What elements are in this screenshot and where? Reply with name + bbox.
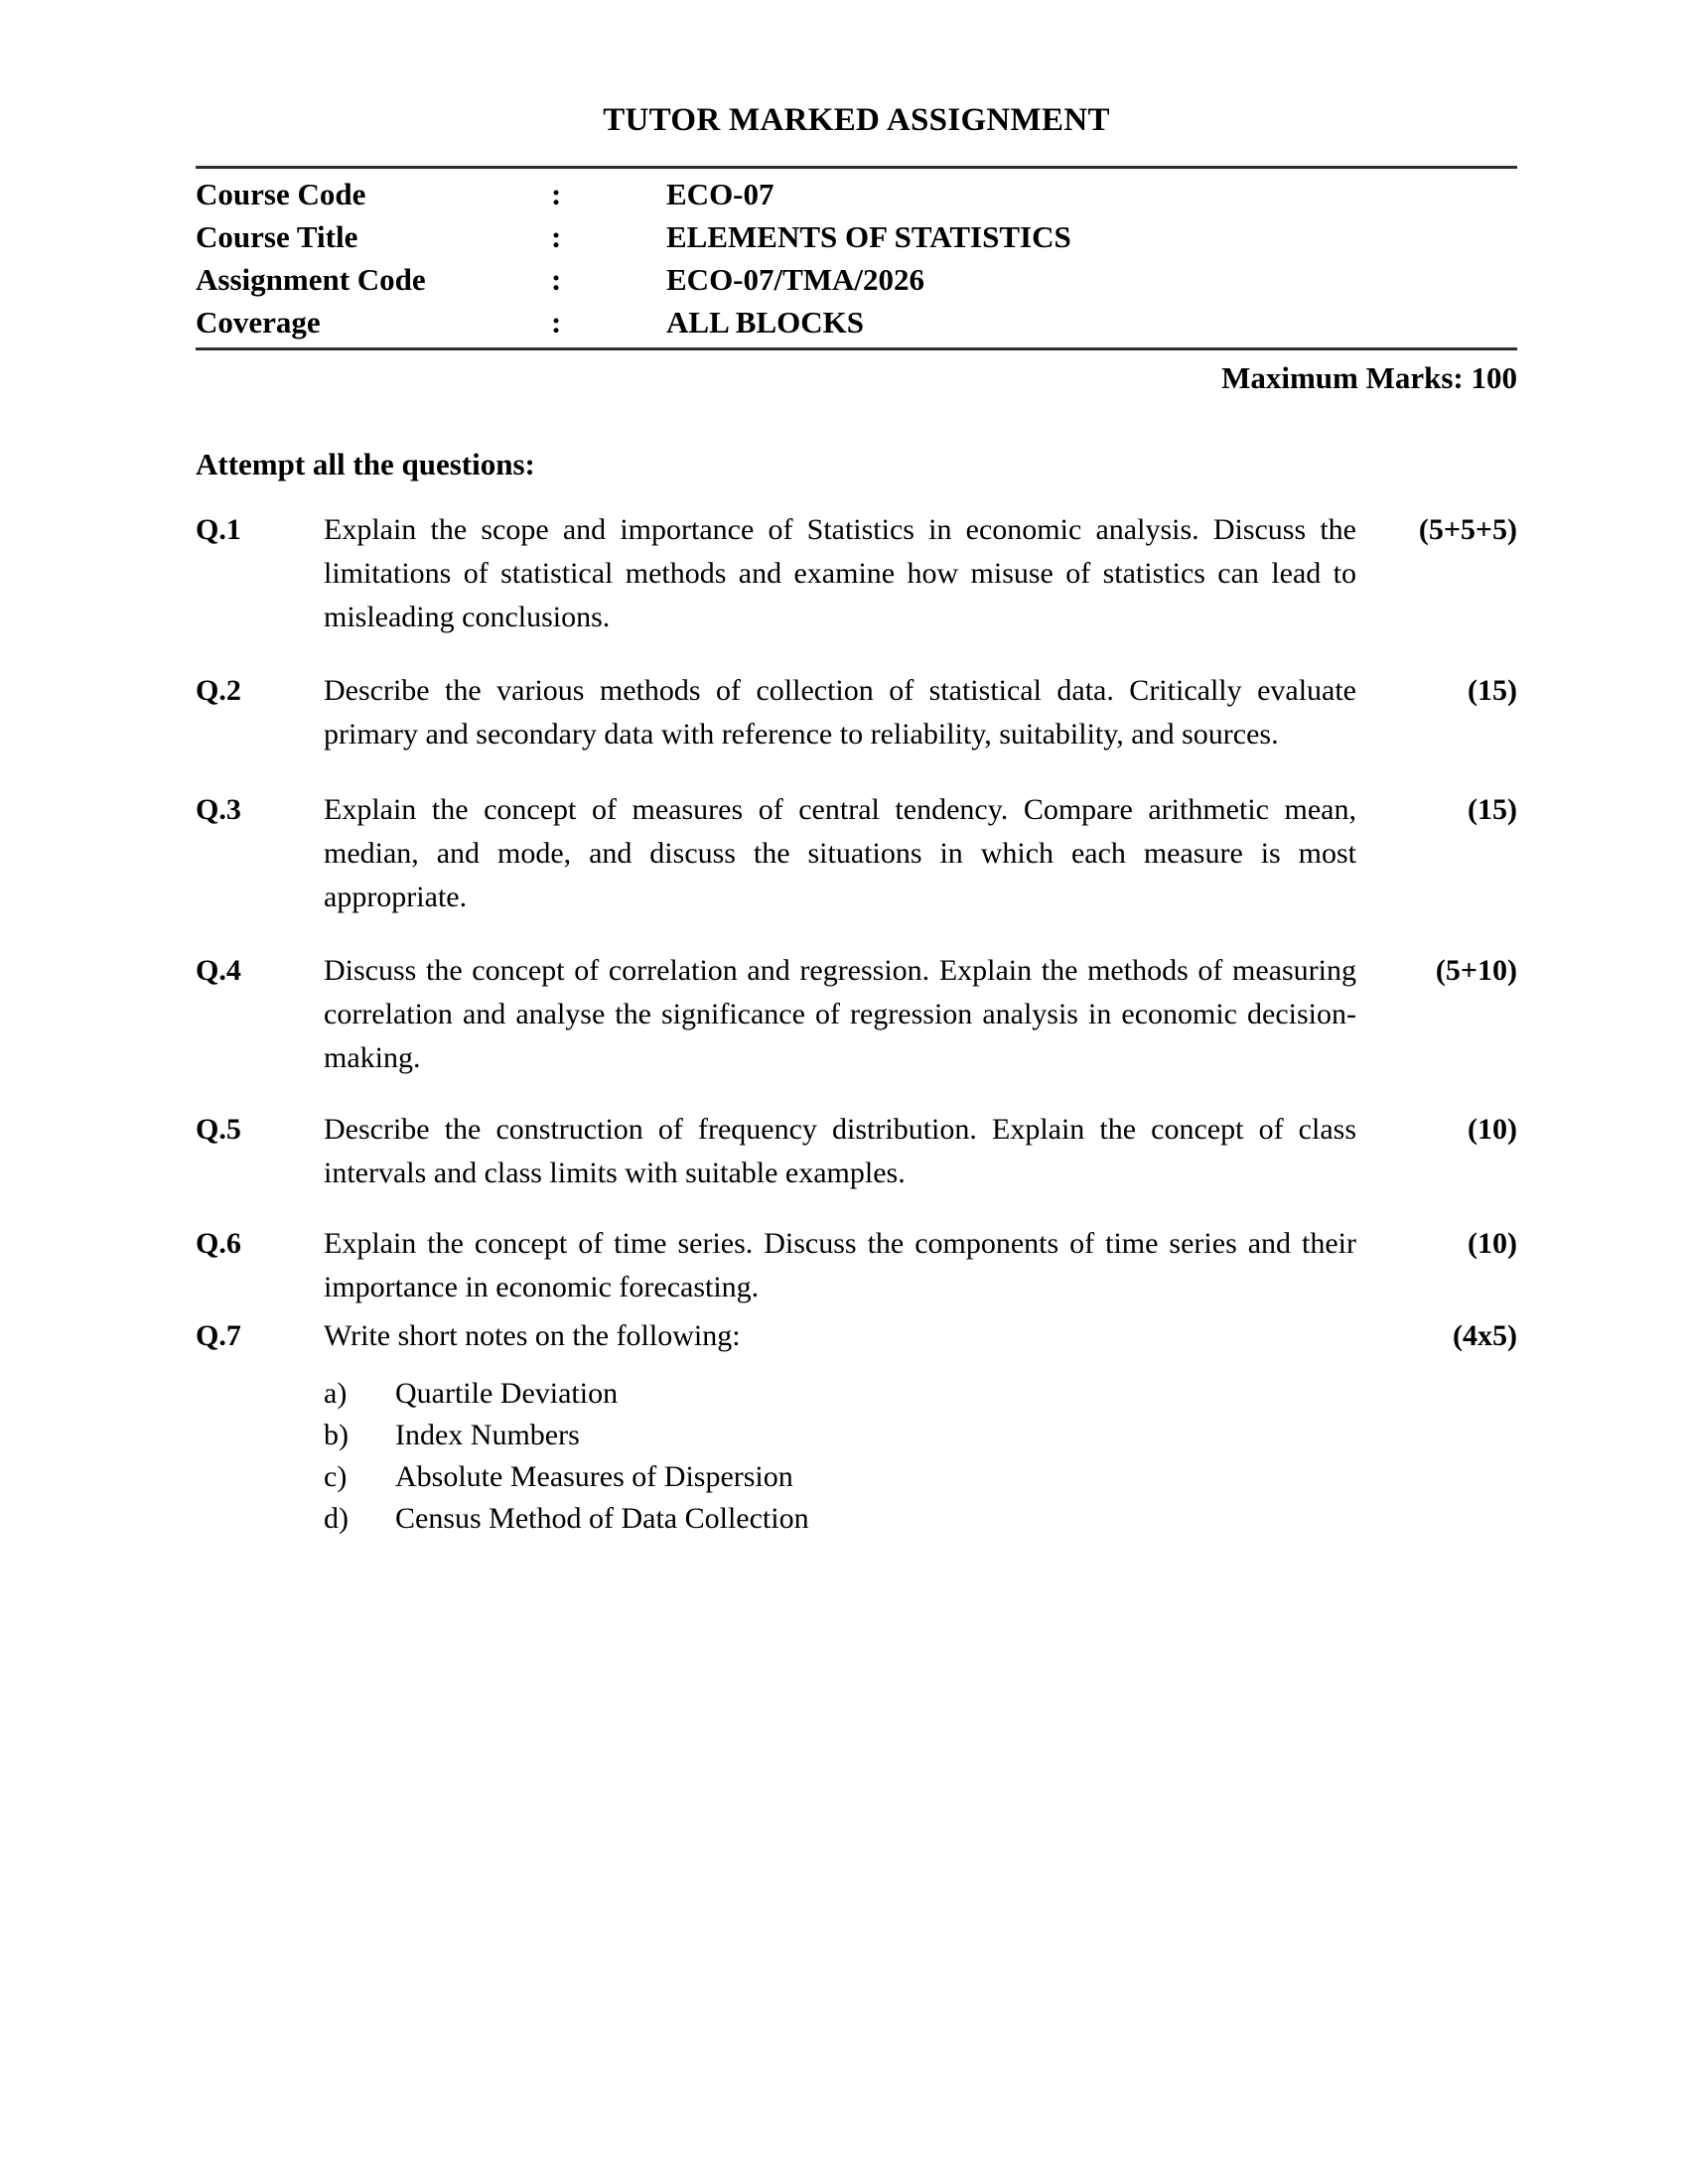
coverage-value: ALL BLOCKS [666, 304, 864, 340]
question-number: Q.2 [196, 674, 241, 707]
question-5 [196, 1108, 1517, 1195]
question-number: Q.7 [196, 1319, 241, 1352]
course-title-row [196, 215, 1517, 258]
assignment-code-row [196, 258, 1517, 301]
short-note-text: Census Method of Data Collection [395, 1502, 809, 1535]
short-note-text: Absolute Measures of Dispersion [395, 1460, 793, 1493]
question-marks: (5+5+5) [1418, 513, 1517, 546]
question-text: Explain the concept of time series. Discuss the components of time series and their importance in economic forecasting. [324, 1227, 1356, 1303]
question-text: Describe the various methods of collection of statistical data. Critically evaluate primary and secondary data with reference to reliability, suitability, and sources. [324, 674, 1356, 751]
coverage-row [196, 301, 1517, 343]
question-number: Q.4 [196, 954, 241, 987]
question-marks: (10) [1468, 1113, 1517, 1146]
question-1 [196, 508, 1517, 639]
assignment-code-label: Assignment Code [196, 261, 426, 297]
assignment-code-value: ECO-07/TMA/2026 [666, 261, 925, 297]
question-text: Explain the concept of measures of central tendency. Compare arithmetic mean, median, and mode, and discuss the situations in which each measure is most appropriate. [324, 793, 1356, 913]
question-number: Q.5 [196, 1113, 241, 1146]
colon-separator: : [551, 218, 562, 254]
course-code-row [196, 173, 1517, 215]
question-text: Write short notes on the following: [324, 1319, 741, 1352]
question-text: Discuss the concept of correlation and regression. Explain the methods of measuring correlation and analyse the significance of regression analysis in economic decision-making. [324, 954, 1356, 1074]
coverage-label: Coverage [196, 304, 321, 340]
question-marks: (15) [1468, 674, 1517, 707]
colon-separator: : [551, 304, 562, 340]
short-note-item-a [324, 1373, 1517, 1415]
course-code-label: Course Code [196, 176, 366, 211]
short-note-text: Index Numbers [395, 1419, 580, 1451]
course-code-value: ECO-07 [666, 176, 774, 211]
question-2 [196, 669, 1517, 756]
short-note-text: Quartile Deviation [395, 1377, 619, 1410]
short-note-item-c [324, 1456, 1517, 1498]
colon-separator: : [551, 261, 562, 297]
short-note-label: c) [324, 1460, 348, 1493]
question-number: Q.1 [196, 513, 241, 546]
course-title-value: ELEMENTS OF STATISTICS [666, 218, 1071, 254]
attempt-instruction: Attempt all the questions: [196, 447, 535, 481]
question-number: Q.3 [196, 793, 241, 826]
question-6 [196, 1222, 1517, 1309]
question-3 [196, 788, 1517, 919]
short-note-item-b [324, 1415, 1517, 1456]
maximum-marks: Maximum Marks: 100 [1221, 360, 1517, 395]
question-4 [196, 949, 1517, 1080]
short-notes-list [324, 1373, 1517, 1540]
question-marks: (10) [1468, 1227, 1517, 1260]
short-note-item-d [324, 1498, 1517, 1540]
question-marks: (5+10) [1435, 954, 1517, 987]
course-info-table [196, 166, 1517, 350]
short-note-label: d) [324, 1502, 349, 1535]
question-7 [196, 1314, 1517, 1358]
short-note-label: b) [324, 1419, 349, 1451]
question-text: Describe the construction of frequency distribution. Explain the concept of class intervals and class limits with suitable examples. [324, 1113, 1356, 1189]
question-number: Q.6 [196, 1227, 241, 1260]
colon-separator: : [551, 176, 562, 211]
page-title: TUTOR MARKED ASSIGNMENT [603, 102, 1110, 138]
short-note-label: a) [324, 1377, 348, 1410]
course-title-label: Course Title [196, 218, 358, 254]
question-marks: (4x5) [1453, 1319, 1517, 1352]
question-marks: (15) [1468, 793, 1517, 826]
question-text: Explain the scope and importance of Statistics in economic analysis. Discuss the limitations of statistical methods and examine how misuse of statistics can lead to misleading conclusions. [324, 513, 1356, 633]
